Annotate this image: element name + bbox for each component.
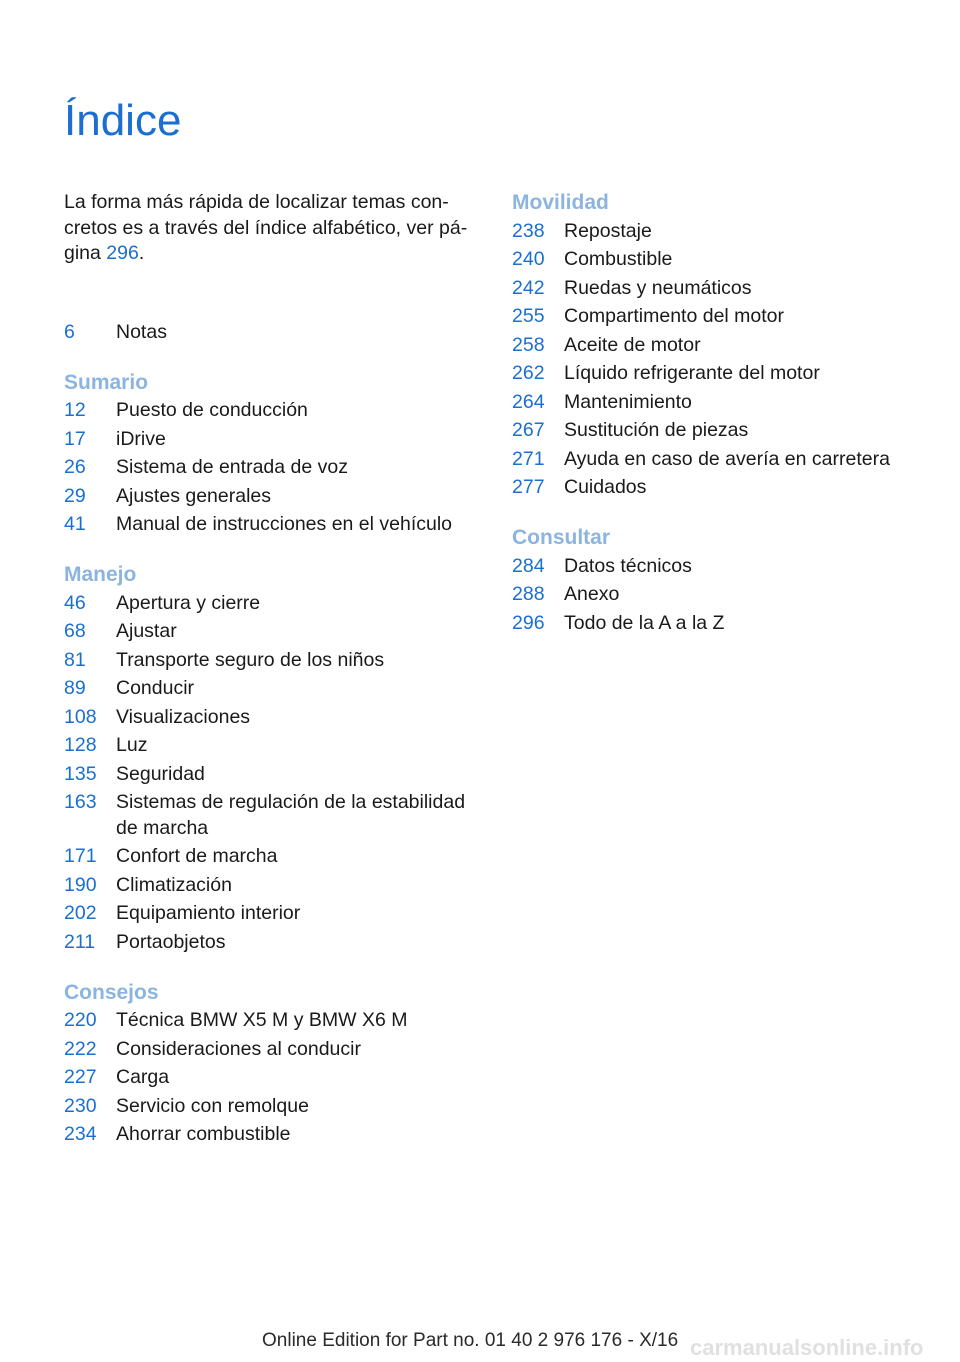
toc-page-number: 227 — [64, 1066, 97, 1088]
toc-entry[interactable] — [64, 1121, 484, 1150]
toc-entry[interactable] — [64, 1035, 484, 1064]
toc-section-heading: Manejo — [64, 563, 137, 586]
toc-page-number: 6 — [64, 320, 75, 343]
toc-entry-title: Confort de marcha — [116, 845, 278, 867]
toc-entry-title: Portaobjetos — [116, 930, 226, 953]
toc-section-heading: Consultar — [512, 526, 611, 549]
toc-page-number: 46 — [64, 591, 86, 614]
toc-page-number: 277 — [512, 476, 545, 498]
toc-page-number: 222 — [64, 1037, 97, 1060]
toc-page-number: 230 — [64, 1094, 97, 1117]
toc-entry[interactable] — [64, 618, 484, 647]
toc-entry-title: Equipamiento interior — [116, 902, 301, 924]
toc-entry[interactable] — [64, 1007, 484, 1036]
toc-page-number: 267 — [512, 419, 545, 441]
toc-entry[interactable] — [64, 482, 484, 511]
toc-entry-title: Conducir — [116, 677, 195, 699]
toc-left-sections — [64, 369, 484, 1150]
toc-page-number: 190 — [64, 873, 97, 896]
toc-entry[interactable] — [64, 732, 484, 761]
toc-entry-title: Combustible — [564, 248, 673, 270]
toc-entry[interactable] — [64, 871, 484, 900]
toc-entry-title: Todo de la A a la Z — [564, 611, 725, 634]
toc-section-heading: Sumario — [64, 370, 149, 394]
toc-entry[interactable] — [64, 760, 484, 789]
toc-page-number: 240 — [512, 248, 545, 270]
toc-page-number: 284 — [512, 554, 545, 577]
toc-entry[interactable] — [64, 789, 484, 843]
toc-entry[interactable] — [512, 388, 912, 417]
toc-entry[interactable] — [64, 675, 484, 704]
toc-entry[interactable] — [64, 454, 484, 483]
toc-page-number: 89 — [64, 677, 86, 699]
toc-left-column — [64, 318, 484, 1149]
toc-entry[interactable] — [512, 581, 912, 610]
toc-entry[interactable] — [512, 474, 912, 503]
toc-page-number: 81 — [64, 648, 86, 671]
toc-entry-title: Sistema de entrada de voz — [116, 456, 348, 478]
toc-entry[interactable] — [64, 397, 484, 426]
toc-page-number: 26 — [64, 456, 86, 478]
intro-paragraph — [64, 190, 484, 267]
toc-entry-title: Cuidados — [564, 476, 647, 498]
intro-end: . — [138, 242, 145, 264]
toc-entry-title: Aceite de motor — [564, 333, 701, 356]
toc-entry[interactable] — [512, 246, 912, 275]
toc-entry-title: Ajustar — [116, 620, 177, 642]
toc-page-number: 242 — [512, 276, 545, 299]
toc-entry-title: Sistemas de regulación de la estabilidad de marcha — [116, 791, 466, 839]
toc-right-column — [512, 189, 912, 638]
toc-entry-title: Sustitución de piezas — [564, 419, 749, 441]
toc-page-number: 220 — [64, 1009, 97, 1031]
toc-page-number: 238 — [512, 219, 545, 242]
alphabetical-index-link[interactable]: 296 — [106, 242, 139, 264]
toc-entry[interactable] — [512, 360, 912, 389]
toc-right-sections — [512, 189, 912, 638]
toc-entry-title: iDrive — [116, 427, 166, 450]
toc-page-number: 258 — [512, 333, 545, 356]
toc-entry-title: Climatización — [116, 873, 232, 896]
toc-entry[interactable] — [64, 511, 484, 540]
toc-entry[interactable] — [64, 1064, 484, 1093]
toc-entry-title: Apertura y cierre — [116, 591, 261, 614]
toc-page-number: 211 — [64, 930, 96, 953]
footer-edition: Online Edition for Part no. 01 40 2 976 176 - X/16 — [262, 1330, 679, 1351]
toc-page-number: 264 — [512, 390, 545, 413]
toc-entry-title: Luz — [116, 734, 148, 756]
toc-page-number: 17 — [64, 427, 86, 450]
toc-page-number: 135 — [64, 762, 97, 785]
toc-entry-title: Notas — [116, 320, 167, 343]
toc-entry-title: Transporte seguro de los niños — [116, 648, 385, 671]
toc-entry[interactable] — [512, 274, 912, 303]
toc-entry[interactable] — [64, 703, 484, 732]
toc-page-number: 262 — [512, 362, 545, 384]
toc-entry[interactable] — [64, 589, 484, 618]
toc-entry-title: Ayuda en caso de avería en carretera — [564, 447, 890, 470]
toc-entry[interactable] — [64, 843, 484, 872]
toc-page-number: 108 — [64, 705, 97, 728]
toc-page-number: 288 — [512, 583, 545, 605]
toc-page-number: 68 — [64, 620, 86, 642]
toc-entry-title: Compartimento del motor — [564, 305, 785, 327]
toc-page-number: 29 — [64, 484, 86, 507]
toc-entry-title: Servicio con remolque — [116, 1094, 309, 1117]
toc-entry-title: Seguridad — [116, 762, 205, 785]
toc-page-number: 296 — [512, 611, 545, 634]
toc-entry[interactable] — [64, 928, 484, 957]
toc-entry-title: Datos técnicos — [564, 554, 692, 577]
toc-entry[interactable] — [64, 1092, 484, 1121]
toc-page-number: 41 — [64, 513, 86, 535]
toc-entry-title: Ahorrar combustible — [116, 1123, 291, 1145]
toc-page-number: 163 — [64, 791, 97, 813]
toc-entry-title: Mantenimiento — [564, 390, 692, 413]
toc-entry[interactable] — [64, 900, 484, 929]
toc-entry[interactable] — [512, 445, 912, 474]
toc-entry-title: Ruedas y neumáticos — [564, 276, 752, 299]
toc-entry[interactable] — [512, 417, 912, 446]
toc-entry-title: Anexo — [564, 583, 620, 605]
toc-entry-title: Ajustes generales — [116, 484, 272, 507]
toc-entry[interactable] — [512, 552, 912, 581]
toc-page-number: 128 — [64, 734, 97, 756]
toc-entry-title: Repostaje — [564, 219, 652, 242]
toc-entry-title: Carga — [116, 1066, 170, 1088]
toc-section-heading: Movilidad — [512, 191, 609, 214]
toc-entry[interactable] — [512, 331, 912, 360]
toc-entry-title: Puesto de conducción — [116, 399, 308, 421]
toc-entry[interactable] — [512, 217, 912, 246]
toc-entry[interactable] — [512, 303, 912, 332]
toc-entry-title: Manual de instrucciones en el vehículo — [116, 513, 453, 535]
toc-page-number: 255 — [512, 305, 545, 327]
toc-page-number: 234 — [64, 1123, 97, 1145]
toc-section-heading: Consejos — [64, 980, 159, 1004]
toc-entry-title: Consideraciones al conducir — [116, 1037, 361, 1060]
watermark: carmanualsonline.info — [690, 1335, 924, 1360]
toc-page-number: 271 — [512, 447, 545, 470]
toc-entry[interactable] — [512, 609, 912, 638]
toc-entry[interactable] — [64, 646, 484, 675]
toc-page-number: 202 — [64, 902, 97, 924]
toc-entry-notas[interactable] — [64, 318, 484, 347]
page-title: Índice — [64, 96, 182, 145]
toc-page-number: 171 — [64, 845, 97, 867]
toc-entry-title: Visualizaciones — [116, 705, 251, 728]
toc-entry-title: Líquido refrigerante del motor — [564, 362, 820, 384]
toc-entry[interactable] — [64, 425, 484, 454]
toc-entry-title: Técnica BMW X5 M y BMW X6 M — [116, 1009, 408, 1031]
intro-text: La forma más rápida de localizar temas con-cretos es a través del índice alfabético, ver pá-gina — [64, 191, 468, 264]
toc-page-number: 12 — [64, 399, 86, 421]
